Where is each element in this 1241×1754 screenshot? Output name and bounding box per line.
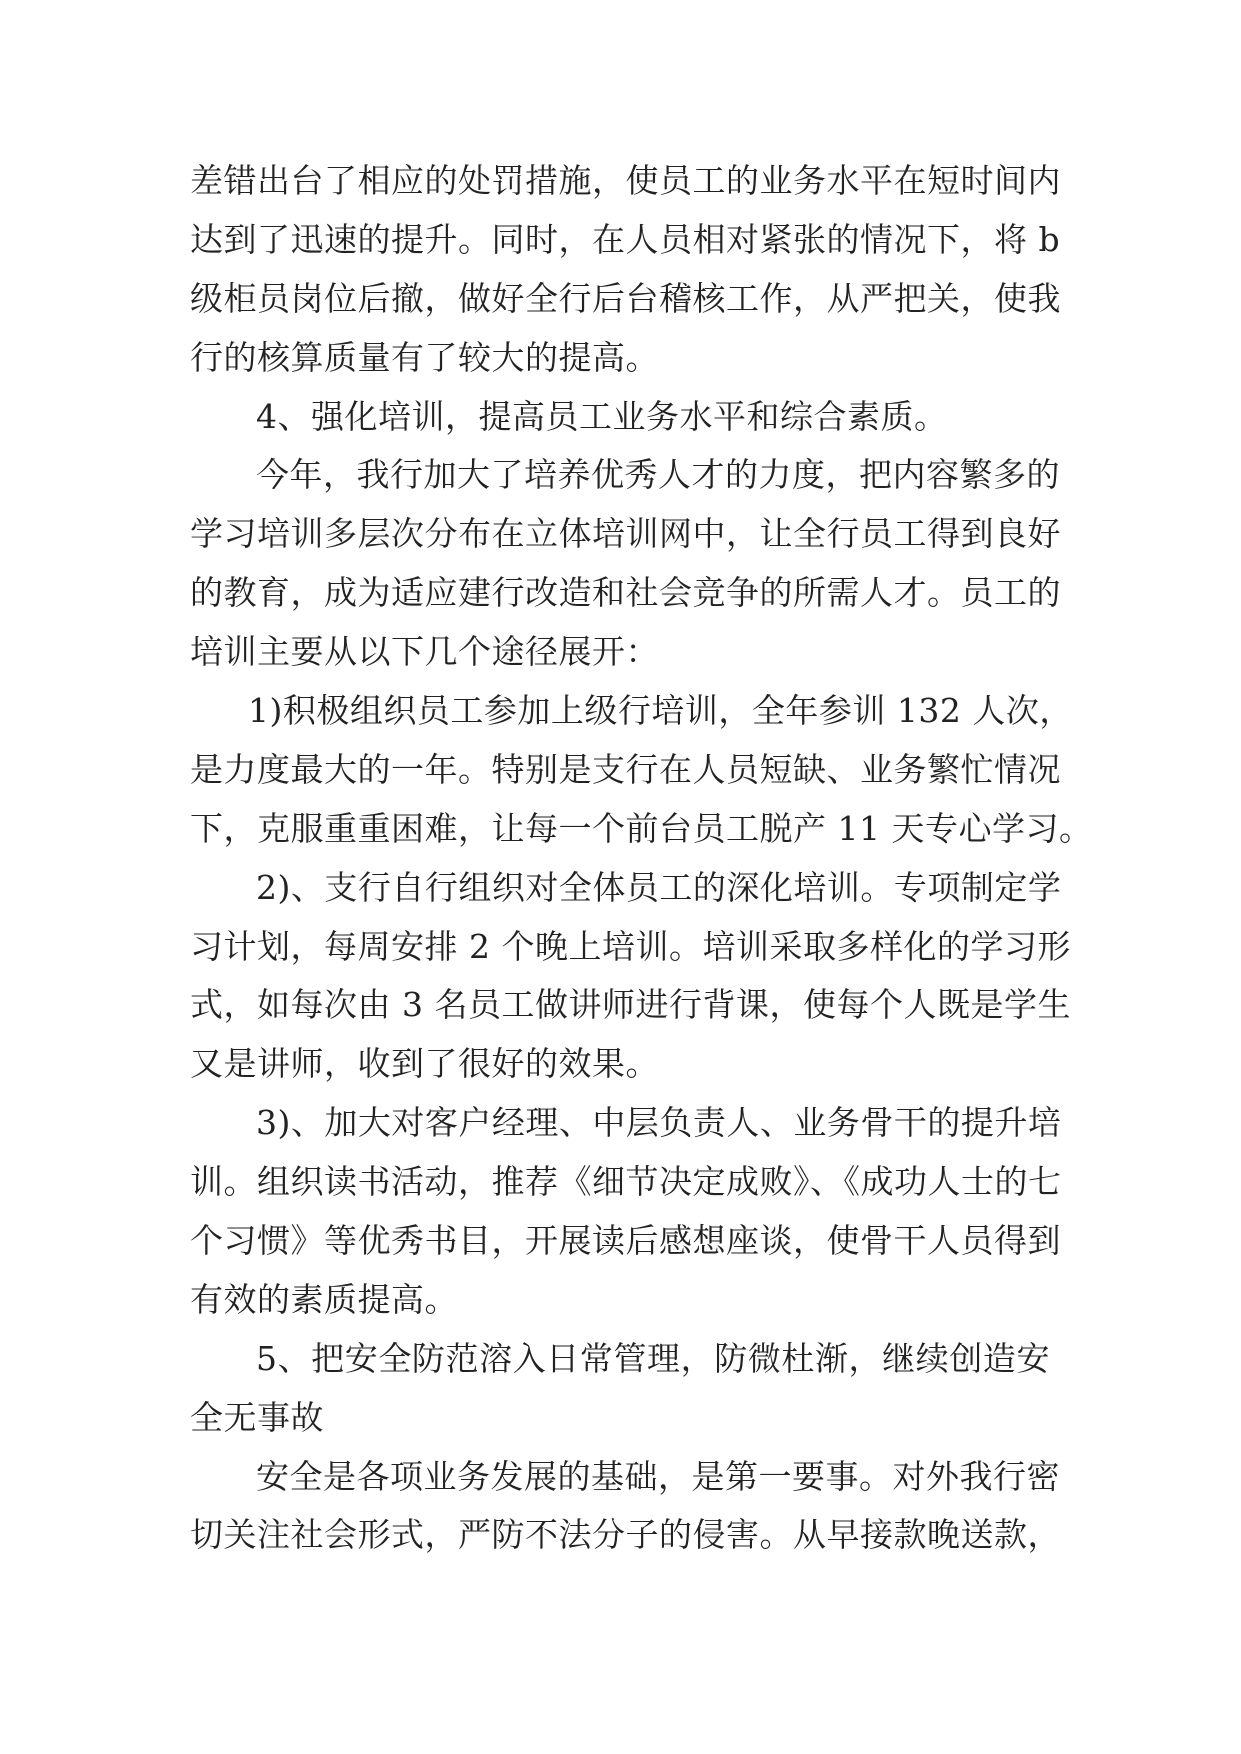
text-line: 切关注社会形式，严防不法分子的侵害。从早接款晚送款， [190,1515,1061,1555]
text-line: 有效的素质提高。 [190,1279,458,1319]
section-heading-5: 5、把安全防范溶入日常管理，防微杜渐，继续创造安 [256,1338,1050,1378]
section-heading-4: 4、强化培训，提高员工业务水平和综合素质。 [256,396,948,436]
text-line: 学习培训多层次分布在立体培训网中，让全行员工得到良好 [190,514,1061,554]
text-line: 安全是各项业务发展的基础，是第一要事。对外我行密 [256,1456,1060,1496]
text-line: 式，如每次由 3 名员工做讲师进行背课，使每个人既是学生 [190,985,1071,1025]
text-line: 是力度最大的一年。特别是支行在人员短缺、业务繁忙情况 [190,749,1061,789]
text-line: 达到了迅速的提升。同时，在人员相对紧张的情况下，将 b [190,219,1061,259]
text-line: 训。组织读书活动，推荐《细节决定成败》、《成功人士的七 [190,1162,1062,1202]
list-item-3: 3)、加大对客户经理、中层负责人、业务骨干的提升培 [256,1103,1062,1143]
text-line: 个习惯》等优秀书目，开展读后感想座谈，使骨干人员得到 [190,1221,1061,1261]
text-line: 今年，我行加大了培养优秀人才的力度，把内容繁多的 [256,455,1060,495]
list-item-1: 1)积极组织员工参加上级行培训，全年参训 132 人次， [248,691,1073,731]
text-line: 又是讲师，收到了很好的效果。 [190,1044,659,1084]
list-item-2: 2)、支行自行组织对全体员工的深化培训。专项制定学 [256,867,1062,907]
text-line: 培训主要从以下几个途径展开： [190,632,659,672]
text-line: 下，克服重重困难，让每一个前台员工脱产 11 天专心学习。 [190,808,1093,848]
text-line: 级柜员岗位后撤，做好全行后台稽核工作，从严把关，使我 [190,278,1061,318]
text-line: 习计划，每周安排 2 个晚上培训。培训采取多样化的学习形 [190,926,1071,966]
text-line: 全无事故 [190,1397,324,1437]
document-body [190,152,1093,1565]
text-line: 差错出台了相应的处罚措施，使员工的业务水平在短时间内 [190,161,1061,200]
text-line: 的教育，成为适应建行改造和社会竞争的所需人才。员工的 [190,573,1061,613]
text-line: 行的核算质量有了较大的提高。 [190,337,659,377]
